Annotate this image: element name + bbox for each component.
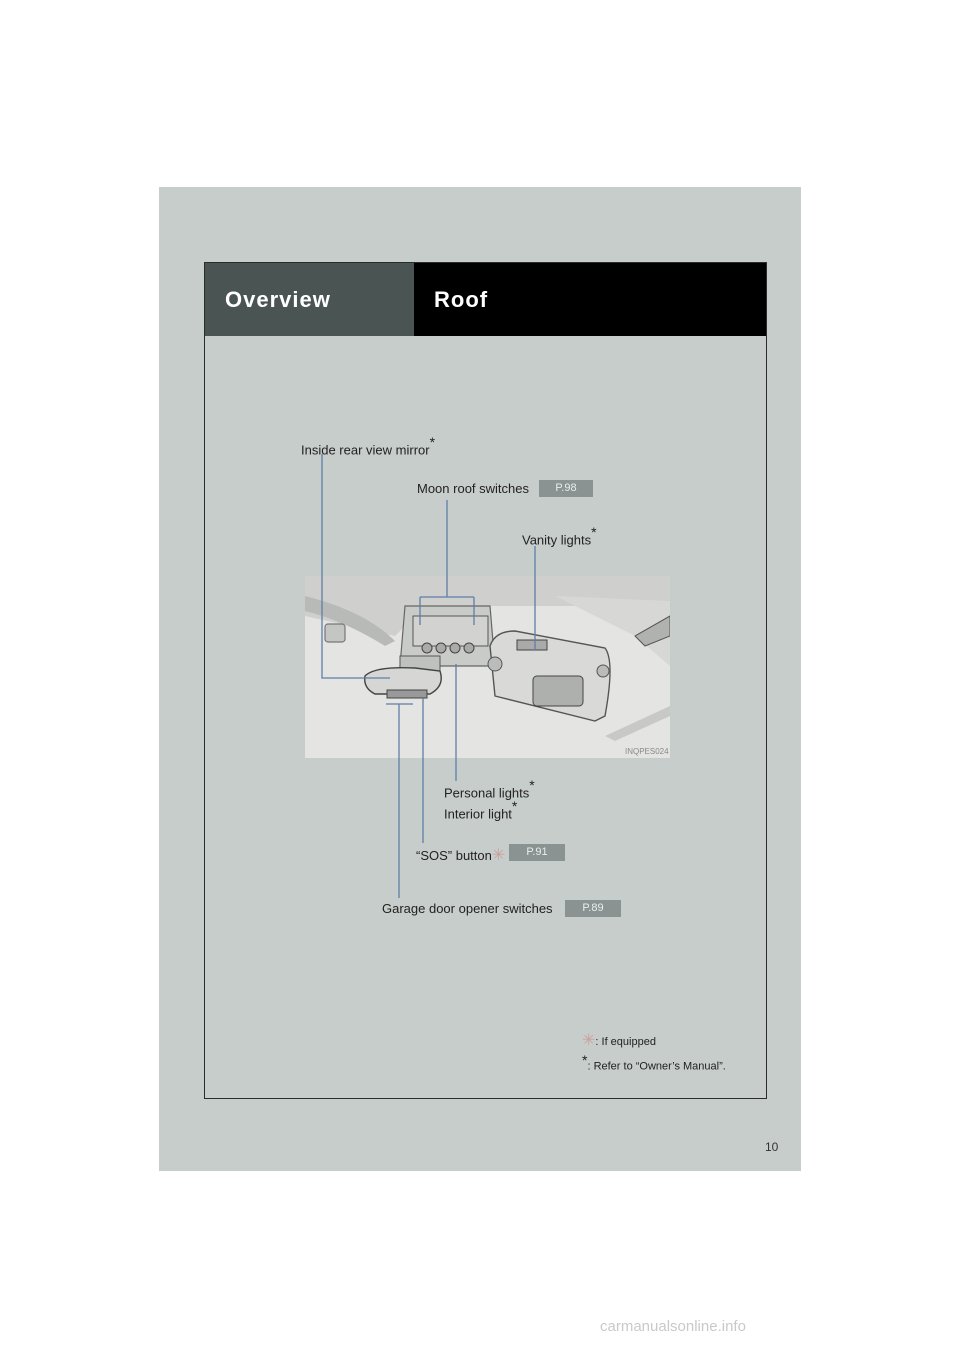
label-interior-light	[444, 800, 517, 821]
sos-page-ref[interactable]: P.91	[509, 844, 565, 861]
label-sos-button	[416, 845, 505, 865]
label-text: Moon roof switches	[417, 481, 529, 496]
label-vanity-lights	[522, 526, 597, 547]
header-topic-title: Roof	[434, 287, 489, 312]
footnote-text: : If equipped	[595, 1036, 656, 1048]
watermark: carmanualsonline.info	[600, 1318, 746, 1335]
label-text: Vanity lights	[522, 532, 592, 548]
refer-star-icon: *	[582, 1052, 588, 1068]
refer-star-icon: *	[429, 434, 436, 450]
photo-code: INQPES024	[625, 747, 669, 756]
refer-star-icon: *	[511, 798, 518, 814]
label-garage-door-opener	[382, 901, 553, 916]
if-equipped-star-icon: ✳	[491, 847, 506, 864]
label-text: “SOS” button	[416, 848, 492, 863]
label-moon-roof-switches	[417, 481, 529, 496]
if-equipped-star-icon: ✳	[582, 1032, 596, 1049]
moon-roof-page-ref[interactable]: P.98	[539, 480, 593, 497]
label-text: Garage door opener switches	[382, 901, 553, 916]
footnote-if-equipped	[582, 1030, 656, 1050]
refer-star-icon: *	[529, 777, 535, 793]
header-section-title: Overview	[225, 287, 331, 312]
label-inside-rear-view-mirror	[301, 436, 435, 457]
label-text: Inside rear view mirror	[301, 442, 430, 458]
page-number: 10	[765, 1140, 779, 1154]
footnote-refer-manual	[582, 1052, 726, 1073]
footnote-text: : Refer to “Owner’s Manual”.	[587, 1060, 726, 1073]
label-text: Interior light	[444, 806, 512, 822]
refer-star-icon: *	[591, 524, 597, 540]
label-text: Personal lights	[444, 785, 530, 801]
label-personal-lights	[444, 779, 535, 800]
garage-page-ref[interactable]: P.89	[565, 900, 621, 917]
